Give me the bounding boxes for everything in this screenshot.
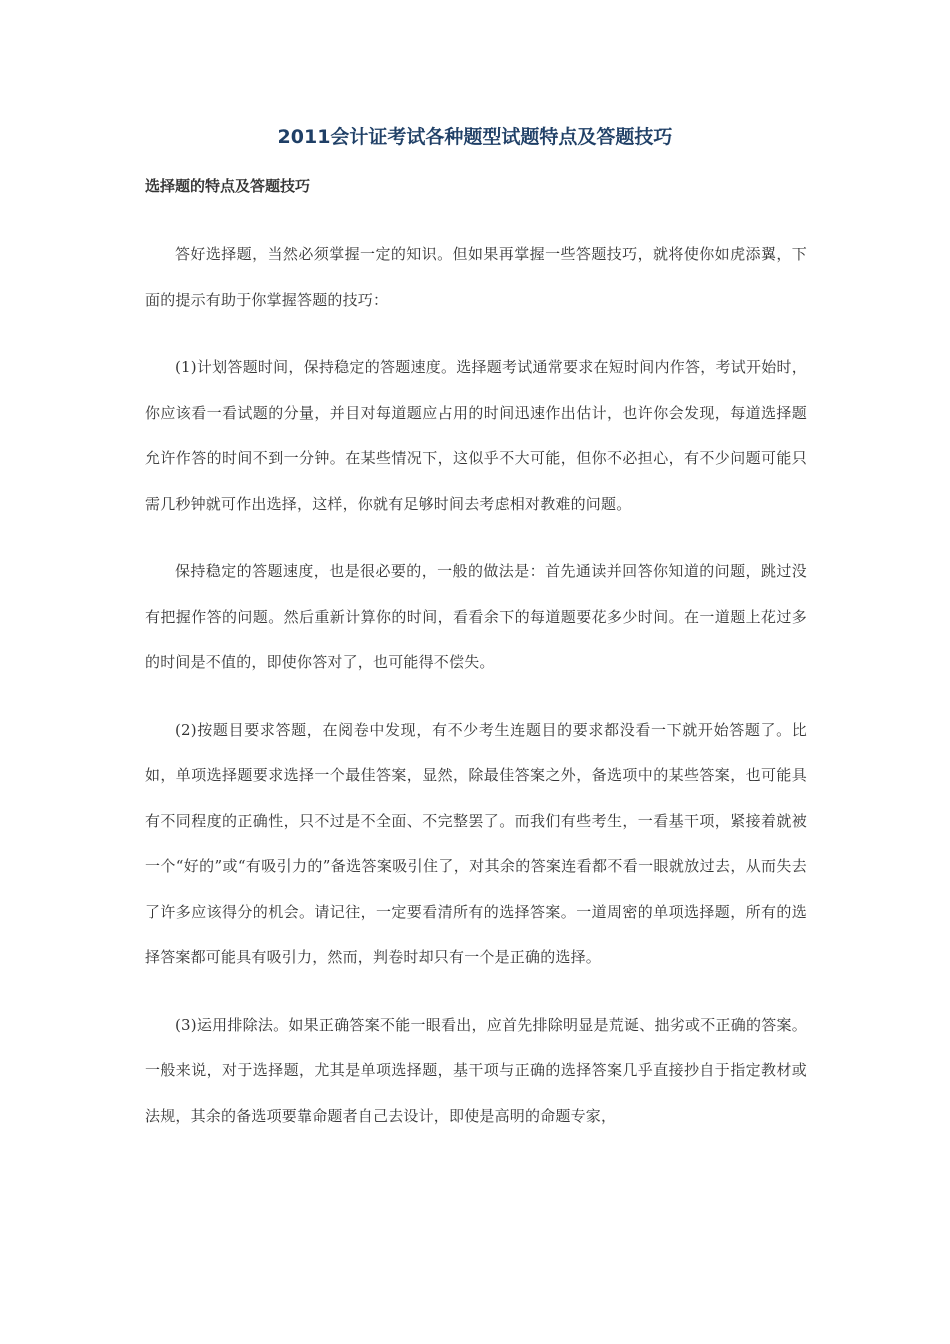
document-body <box>145 232 807 1161</box>
paragraph-tip-2: (2)按题目要求答题，在阅卷中发现，有不少考生连题目的要求都没看一下就开始答题了。比如，单项选择题要求选择一个最佳答案，显然，除最佳答案之外，备选项中的某些答案，也可能具有不同程度的正确性，只不过是不全面、不完整罢了。而我们有些考生，一看基干项，紧接着就被一个“好的”或“有吸引力的”备选答案吸引住了，对其余的答案连看都不看一眼就放过去，从而失去了许多应该得分的机会。请记往，一定要看清所有的选择答案。一道周密的单项选择题，所有的选择答案都可能具有吸引力，然而，判卷时却只有一个是正确的选择。 <box>145 720 807 966</box>
paragraph-tip-1-continued: 保持稳定的答题速度，也是很必要的，一般的做法是：首先通读并回答你知道的问题，跳过没有把握作答的问题。然后重新计算你的时间，看看余下的每道题要花多少时间。在一道题上花过多的时间是不值的，即使你答对了，也可能得不偿失。 <box>145 562 807 671</box>
paragraph-tip-1: (1)计划答题时间，保持稳定的答题速度。选择题考试通常要求在短时间内作答，考试开始时，你应该看一看试题的分量，并目对每道题应占用的时间迅速作出估计，也许你会发现，每道选择题允许作答的时间不到一分钟。在某些情况下，这似乎不大可能，但你不必担心，有不少问题可能只需几秒钟就可作出选择，这样，你就有足够时间去考虑相对教难的问题。 <box>145 358 807 513</box>
paragraph-intro: 答好选择题，当然必须掌握一定的知识。但如果再掌握一些答题技巧，就将使你如虎添翼，下面的提示有助于你掌握答题的技巧： <box>145 245 807 309</box>
section-heading: 选择题的特点及答题技巧 <box>145 177 311 195</box>
paragraph-tip-3: (3)运用排除法。如果正确答案不能一眼看出，应首先排除明显是荒诞、拙劣或不正确的答案。一般来说，对于选择题，尤其是单项选择题，基干项与正确的选择答案几乎直接抄自于指定教材或法规，其余的备选项要靠命题者自己去设计，即使是高明的命题专家， <box>145 1015 807 1125</box>
document-title: 2011会计证考试各种题型试题特点及答题技巧 <box>277 126 673 148</box>
